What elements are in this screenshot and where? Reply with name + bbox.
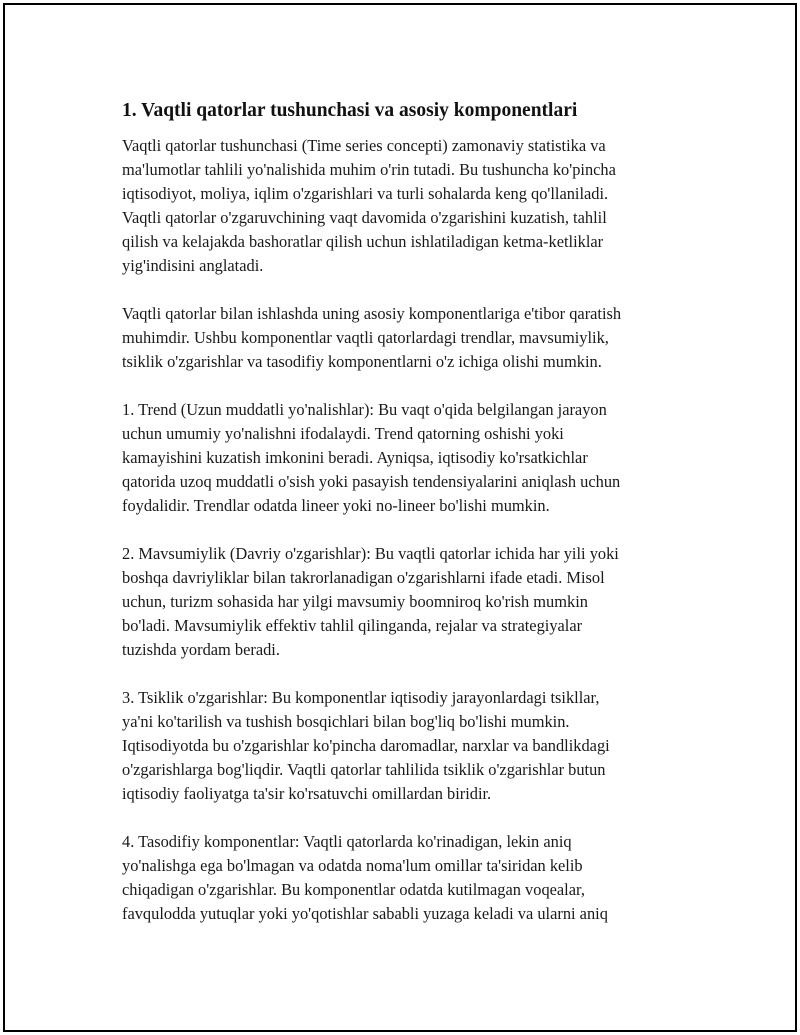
text-line: Vaqtli qatorlar tushunchasi (Time series concepti) zamonaviy statistika va <box>122 136 606 155</box>
text-line: 2. Mavsumiylik (Davriy o'zgarishlar): Bu vaqtli qatorlar ichida har yili yoki <box>122 544 619 563</box>
paragraph-list <box>122 134 702 926</box>
text-line: qilish va kelajakda bashoratlar qilish uchun ishlatiladigan ketma-ketliklar <box>122 232 604 251</box>
text-line: tuzishda yordam beradi. <box>122 640 280 659</box>
text-line: 4. Tasodifiy komponentlar: Vaqtli qatorlarda ko'rinadigan, lekin aniq <box>122 832 572 851</box>
section-heading: 1. Vaqtli qatorlar tushunchasi va asosiy komponentlari <box>122 100 578 121</box>
text-line: iqtisodiyot, moliya, iqlim o'zgarishlari va turli sohalarda keng qo'llaniladi. <box>122 184 609 203</box>
text-line: Vaqtli qatorlar o'zgaruvchining vaqt davomida o'zgarishini kuzatish, tahlil <box>122 208 607 227</box>
text-line: ma'lumotlar tahlili yo'nalishida muhim o'rin tutadi. Bu tushuncha ko'pincha <box>122 160 616 179</box>
text-line: Iqtisodiyotda bu o'zgarishlar ko'pincha daromadlar, narxlar va bandlikdagi <box>122 736 610 755</box>
text-line: yig'indisini anglatadi. <box>122 256 264 275</box>
paragraph <box>122 134 702 278</box>
text-line: favqulodda yutuqlar yoki yo'qotishlar sababli yuzaga keladi va ularni aniq <box>122 904 608 923</box>
paragraph <box>122 686 702 806</box>
text-line: uchun, turizm sohasida har yilgi mavsumiy boomniroq ko'rish mumkin <box>122 592 588 611</box>
paragraph <box>122 830 702 926</box>
text-line: bo'ladi. Mavsumiylik effektiv tahlil qilinganda, rejalar va strategiyalar <box>122 616 583 635</box>
text-line: muhimdir. Ushbu komponentlar vaqtli qatorlardagi trendlar, mavsumiylik, <box>122 328 609 347</box>
page-frame <box>3 3 797 1032</box>
text-line: o'zgarishlarga bog'liqdir. Vaqtli qatorlar tahlilida tsiklik o'zgarishlar butun <box>122 760 606 779</box>
text-line: chiqadigan o'zgarishlar. Bu komponentlar odatda kutilmagan voqealar, <box>122 880 585 899</box>
text-line: qatorida uzoq muddatli o'sish yoki pasayish tendensiyalarini aniqlash uchun <box>122 472 621 491</box>
text-line: 3. Tsiklik o'zgarishlar: Bu komponentlar iqtisodiy jarayonlardagi tsikllar, <box>122 688 600 707</box>
text-line: Vaqtli qatorlar bilan ishlashda uning asosiy komponentlariga e'tibor qaratish <box>122 304 622 323</box>
text-line: iqtisodiy faoliyatga ta'sir ko'rsatuvchi omillardan biridir. <box>122 784 492 803</box>
document-body <box>122 97 702 950</box>
text-line: foydalidir. Trendlar odatda lineer yoki no-lineer bo'lishi mumkin. <box>122 496 550 515</box>
paragraph <box>122 542 702 662</box>
paragraph <box>122 398 702 518</box>
text-line: boshqa davriyliklar bilan takrorlanadigan o'zgarishlarni ifade etadi. Misol <box>122 568 605 587</box>
text-line: 1. Trend (Uzun muddatli yo'nalishlar): Bu vaqt o'qida belgilangan jarayon <box>122 400 607 419</box>
text-line: yo'nalishga ega bo'lmagan va odatda noma'lum omillar ta'siridan kelib <box>122 856 583 875</box>
paragraph <box>122 302 702 374</box>
text-line: uchun umumiy yo'nalishni ifodalaydi. Trend qatorning oshishi yoki <box>122 424 564 443</box>
text-line: tsiklik o'zgarishlar va tasodifiy komponentlarni o'z ichiga olishi mumkin. <box>122 352 602 371</box>
text-line: ya'ni ko'tarilish va tushish bosqichlari bilan bog'liq bo'lishi mumkin. <box>122 712 570 731</box>
text-line: kamayishini kuzatish imkonini beradi. Ayniqsa, iqtisodiy ko'rsatkichlar <box>122 448 588 467</box>
